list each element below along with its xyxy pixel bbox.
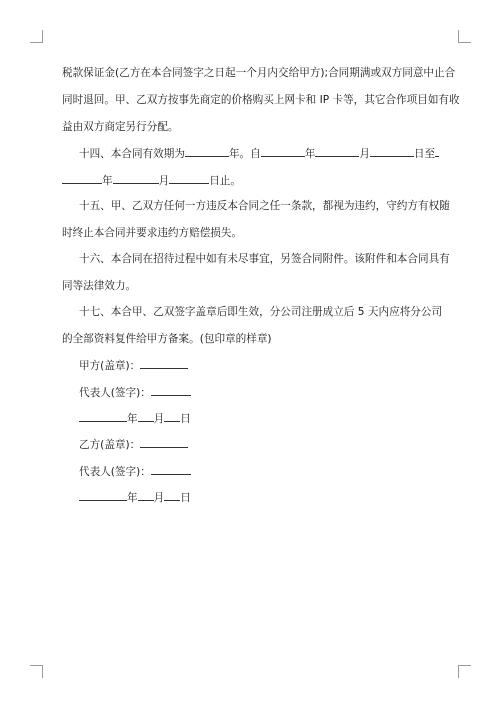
start-month-label: 月: [359, 148, 370, 160]
end-day-label: 日止。: [209, 175, 241, 187]
end-day-blank[interactable]: [169, 173, 209, 184]
party-a-seal-line: [79, 358, 188, 373]
party-b-seal-line: [79, 437, 188, 452]
clause-15-line-1: 十五、甲、乙双方任何一方违反本合同之任一条款，都视为违约，守约方有权随: [79, 200, 450, 212]
start-year-blank[interactable]: [261, 146, 305, 157]
clause-14-text: 十四、本合同有效期为: [79, 148, 185, 160]
clause-14-year-from-label: 年。自: [228, 148, 261, 160]
clause-15-line-2: 时终止本合同并要求违约方赔偿损失。: [62, 227, 243, 239]
party-b-date-month-field[interactable]: [138, 490, 154, 501]
page-corner-mark-top-right: [458, 30, 471, 43]
party-b-date-day-field[interactable]: [164, 490, 180, 501]
party-a-date-year-field[interactable]: [79, 411, 127, 422]
paragraph-deposit-line-1: 税款保证金(乙方在本合同签字之日起一个月内交给甲方);合同期满或双方同意中止合: [62, 67, 456, 79]
party-a-date-month-field[interactable]: [138, 411, 154, 422]
party-a-rep-label: 代表人(签字)：: [79, 387, 151, 399]
clause-17-line-2: 的全部资料复件给甲方备案。(包印章的样章): [62, 333, 272, 345]
clause-17-line-1: 十七、本合甲、乙双签字盖章后即生效，分公司注册成立后 5 天内应将分公司: [79, 306, 443, 318]
party-b-rep-field[interactable]: [151, 464, 191, 475]
start-month-blank[interactable]: [315, 146, 359, 157]
party-a-seal-label: 甲方(盖章)：: [79, 360, 141, 372]
end-month-blank[interactable]: [113, 173, 159, 184]
party-b-date-year-label: 年: [127, 492, 138, 504]
party-a-date-year-label: 年: [127, 413, 138, 425]
party-a-date-day-field[interactable]: [164, 411, 180, 422]
party-a-date-day-label: 日: [180, 413, 191, 425]
paragraph-deposit-line-2: 同时退回。甲、乙双方按事先商定的价格购买上网卡和 IP 卡等，其它合作项目如有收: [62, 94, 460, 106]
term-years-blank[interactable]: [185, 146, 229, 157]
page-corner-mark-bottom-left: [30, 665, 43, 678]
start-day-label: 日至: [413, 148, 436, 160]
party-b-date-day-label: 日: [180, 492, 191, 504]
party-b-date-month-label: 月: [153, 492, 165, 504]
party-a-date-line: [79, 411, 191, 426]
party-b-seal-field[interactable]: [140, 437, 188, 448]
end-year-label: 年: [102, 175, 113, 187]
start-day-blank[interactable]: [370, 146, 414, 157]
clause-16-line-2: 同等法律效力。: [62, 280, 137, 292]
end-month-label: 月: [158, 175, 170, 187]
party-b-date-year-field[interactable]: [79, 490, 127, 501]
party-b-seal-label: 乙方(盖章)：: [79, 439, 141, 451]
party-a-seal-field[interactable]: [140, 358, 188, 369]
party-a-rep-field[interactable]: [151, 385, 191, 396]
party-b-date-line: [79, 490, 191, 505]
page-corner-mark-top-left: [30, 30, 43, 43]
clause-14-line-2: [62, 173, 241, 188]
page-corner-mark-bottom-right: [458, 665, 471, 678]
party-b-rep-label: 代表人(签字)：: [79, 466, 151, 478]
end-year-blank[interactable]: [62, 173, 102, 184]
party-b-rep-line: [79, 464, 191, 479]
clause-14-line-1: [79, 146, 439, 161]
party-a-date-month-label: 月: [153, 413, 165, 425]
trailing-blank: [435, 146, 439, 157]
party-a-rep-line: [79, 385, 191, 400]
paragraph-deposit-line-3: 益由双方商定另行分配。: [62, 121, 179, 133]
clause-16-line-1: 十六、本合同在招待过程中如有未尽事宜，另签合同附件。该附件和本合同具有: [79, 253, 450, 265]
start-year-label: 年: [304, 148, 316, 160]
